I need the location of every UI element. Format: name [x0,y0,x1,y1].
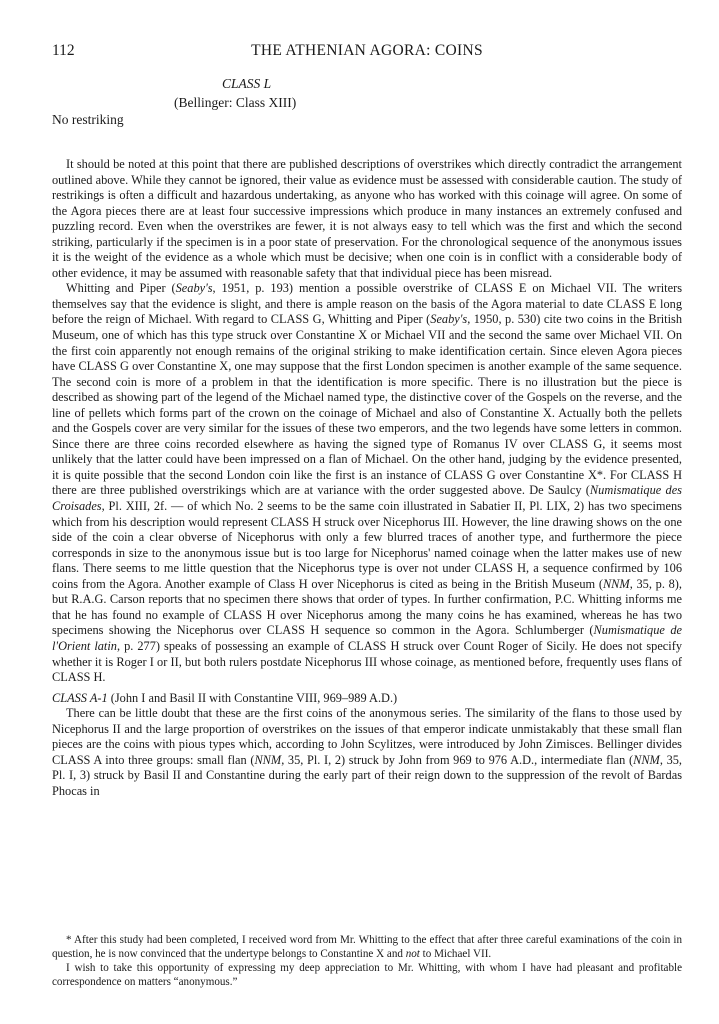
class-title: CLASS L [222,76,272,91]
paragraph-class-a1: There can be little doubt that these are the first coins of the anonymous series. The similarity of the flans to those used by Nicephorus II and the large proportion of overstrikes on the issues of that emperor indicate unmistakably that these small flan pieces are the coins with pious types which, according to John Scylitzes, were introduced by John Zimisces. Bellinger divides CLASS A into three groups: small flan (NNM, 35, Pl. I, 2) struck by John from 969 to 976 A.D., intermediate flan (NNM, 35, Pl. I, 3) struck by Basil II and Constantine during the early part of their reign down to the suppression of the revolt of Bardas Phocas in [52,706,683,798]
page-number: 112 [52,42,75,59]
footnote-acknowledgement: I wish to take this opportunity of expressing my deep appreciation to Mr. Whitting, with whom I have had pleasant and profitable correspondence on matters “anonymous.” [52,962,682,988]
body-text [52,157,682,799]
section-heading-class-a1: CLASS A-1 (John I and Basil II with Constantine VIII, 969–989 A.D.) [52,690,398,705]
running-head: THE ATHENIAN AGORA: COINS [251,42,483,59]
page-header [52,42,682,64]
bellinger-note: (Bellinger: Class XIII) [174,95,297,110]
paragraph-overstrikes: It should be noted at this point that there are published descriptions of overstrikes which directly contradict the arrangement outlined above. While they cannot be ignored, their value as evidence must be assessed with considerable caution. The study of restrikings is often a difficult and hazardous undertaking, as anyone who has worked with this coinage will agree. On some of the Agora pieces there are at least four successive impressions which produce in many instances an extremely confused and puzzling record. Even when the overstrikes are fewer, it is not always easy to tell which was the first and which the second striking, particularly if the specimen is in a poor state of preservation. For the chronological sequence of the anonymous issues it is the weight of the evidence as a whole which must be decisive; when one coin is in conflict with a considerable body of other evidence, it may be assumed with reasonable safety that that individual piece has been misread. [52,157,682,280]
restriking-note: No restriking [52,112,124,127]
footnotes [52,933,682,989]
footnote-asterisk: * After this study had been completed, I received word from Mr. Whitting to the effect that after three careful examinations of the coin in question, he is now convinced that the undertype belongs to Constantine X and not to Michael VII. [52,934,682,960]
paragraph-whitting-piper: Whitting and Piper (Seaby's, 1951, p. 193) mention a possible overstrike of CLASS E on Michael VII. The writers themselves say that the evidence is slight, and there is ample reason on the basis of the Agora material to date CLASS E long before the reign of Michael. With regard to CLASS G, Whitting and Piper (Seaby's, 1950, p. 530) cite two coins in the British Museum, one of which has this type struck over Constantine X or Michael VII and the second the same over Michael VII. On the first coin apparently not enough remains of the original striking to make identification certain. Since eleven Agora pieces have CLASS G over Constantine X, one may suppose that the first London specimen is another example of the same sequence. The second coin is more of a problem in that the identification is more specific. There is no illustration but the piece is described as showing part of the legend of the Michael named type, the distinctive cover of the Gospels on the reverse, and the line of pellets which forms part of the crown on the coinage of Michael and also of Constantine X. Actually both the pellets and the Gospels cover are very similar for the issues of these two emperors, and the two legends have some letters in common. Since there are three coins recorded elsewhere as having the signed type of Romanus IV over CLASS G, it seems most unlikely that the latter could have been impressed on a flan of Michael. On the other hand, judging by the evidence presented, it is quite possible that the second London coin like the first is an instance of CLASS G over Constantine X*. For CLASS H there are three published overstrikings which are at variance with the order suggested above. De Saulcy (Numismatique des Croisades, Pl. XIII, 2f. — of which No. 2 seems to be the same coin illustrated in Sabatier II, Pl. LIX, 2) has two specimens which from his description would represent CLASS H struck over Nicephorus III. However, the line drawing shows on the one side of the coin a clear obverse of Nicephorus with only a few blurred traces of another type, and furthermore the piece corresponds in size to the anonymous issue but is too large for Nicephorus' named coinage when the latter makes use of new flans. There seems to me little question that the Nicephorus type is over not under CLASS H, a sequence confirmed by 106 coins from the Agora. Another example of Class H over Nicephorus is cited as being in the British Museum (NNM, 35, p. 8), but R.A.G. Carson reports that no specimen there shows that order of types. In further confirmation, P.C. Whitting informs me that he has found no example of CLASS H over Nicephorus among the many coins he has examined, whereas he has two specimens showing the Nicephorus over CLASS H sequence so common in the Agora. Schlumberger (Numismatique de l'Orient latin, p. 277) speaks of possessing an example of CLASS H struck over Count Roger of Sicily. He does not specify whether it is Roger I or II, but both rulers postdate Nicephorus III whose coinage, as mentioned before, frequently uses flans of CLASS H. [52,281,683,685]
